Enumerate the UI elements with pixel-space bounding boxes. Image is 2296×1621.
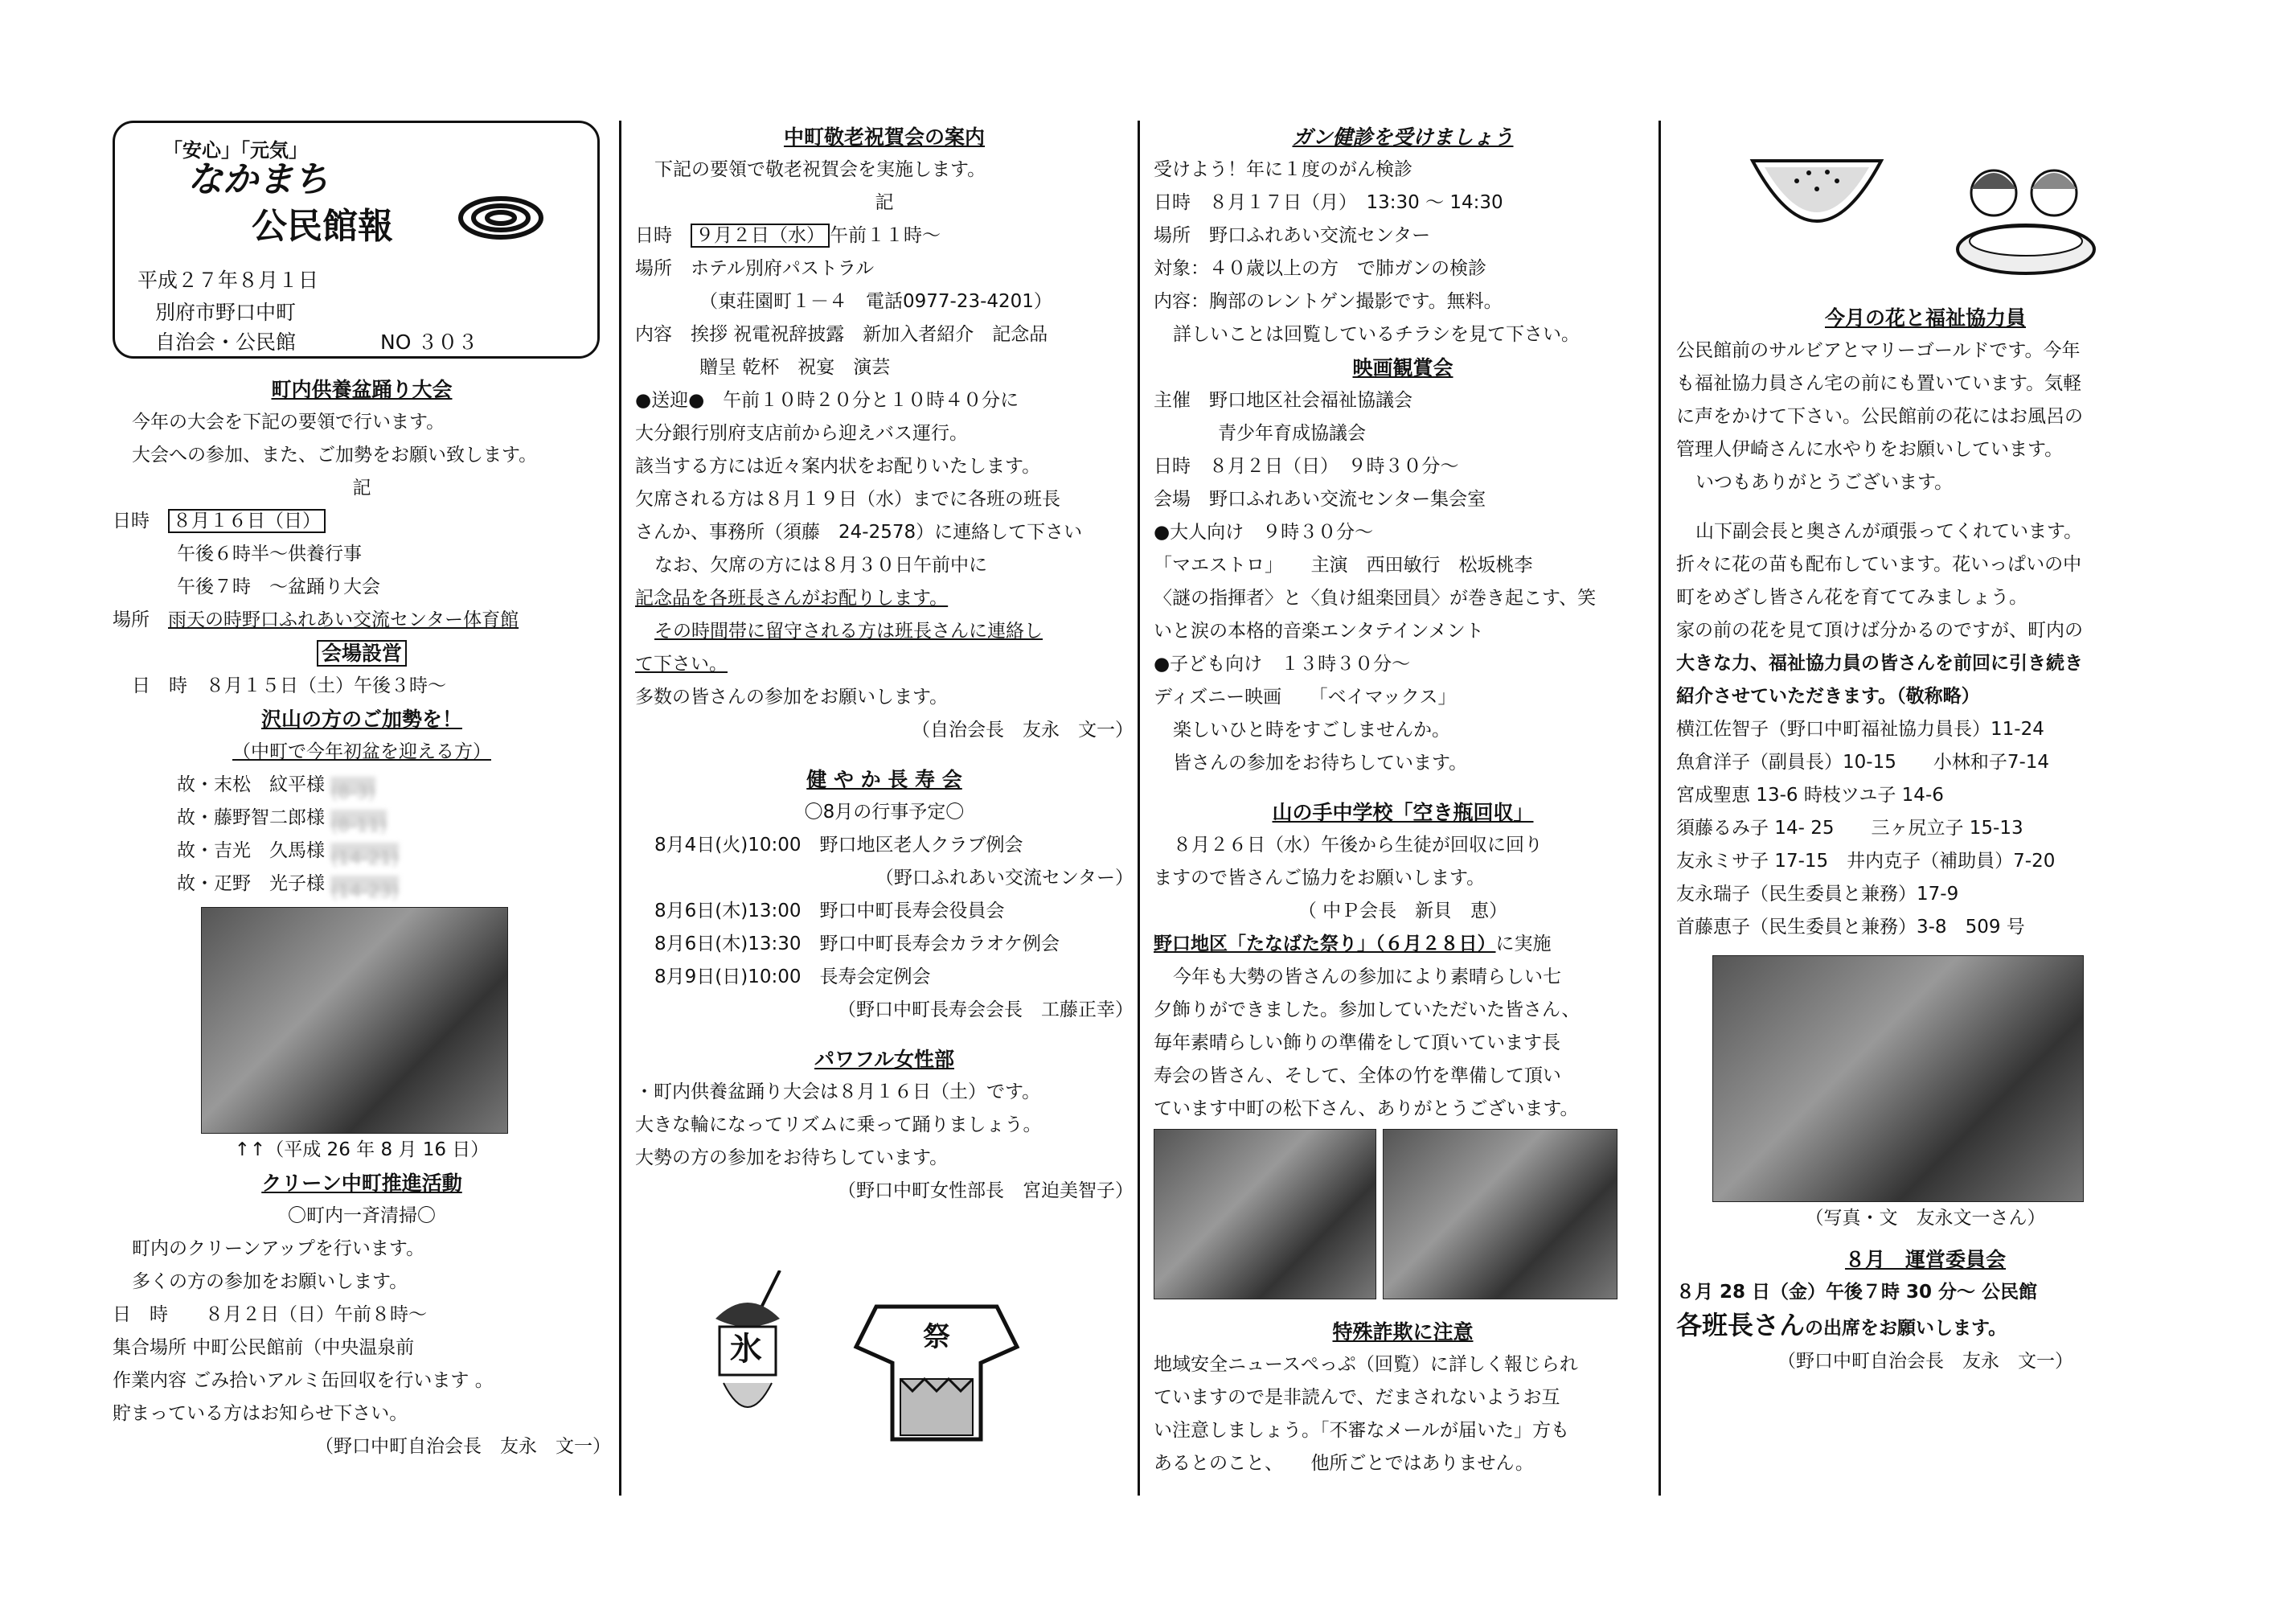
clean-date: 日 時 ８月２日（日）午前８時～ bbox=[113, 1304, 427, 1325]
meeting-text: の出席をお願いします。 bbox=[1805, 1318, 2007, 1339]
column-1 bbox=[113, 121, 611, 1463]
bottle-text: ８月２６日（水）午後から生徒が回収に回り bbox=[1173, 835, 1543, 856]
clean-work: 作業内容 ごみ拾いアルミ缶回収を行います 。 bbox=[113, 1370, 494, 1391]
place-label: 場所 bbox=[113, 609, 150, 630]
deceased-row bbox=[113, 868, 611, 901]
women-text: 大きな輪になってリズムに乗って踊りましょう。 bbox=[635, 1114, 1042, 1135]
meeting-text: ８月 28 日（金）午後７時 30 分～ 公民館 bbox=[1676, 1282, 2038, 1303]
date-label: 日時 bbox=[113, 511, 150, 531]
ki-label: 記 bbox=[352, 478, 371, 499]
column-divider bbox=[1658, 121, 1661, 1496]
movie-host: 主催 野口地区社会福祉協議会 bbox=[1154, 390, 1412, 411]
tanabata-title: 野口地区「たなばた祭り」（６月２８日） bbox=[1154, 934, 1496, 954]
flower-text: に声をかけて下さい。公民館前の花にはお風呂の bbox=[1676, 406, 2083, 427]
gan-text: 受けよう！年に１度のがん検診 bbox=[1154, 159, 1412, 180]
column-divider bbox=[619, 121, 621, 1496]
column-4 bbox=[1676, 121, 2175, 1378]
flower-text: 折々に花の苗も配布しています。花いっぱいの中 bbox=[1676, 554, 2082, 575]
choju-item: （野口ふれあい交流センター） bbox=[875, 868, 1134, 888]
keiro-text: その時間帯に留守される方は班長さんに連絡し bbox=[654, 621, 1043, 642]
women-title: パワフル女性部 bbox=[814, 1048, 954, 1071]
tanabata-photo-2 bbox=[1383, 1129, 1617, 1299]
deceased-code: (14-21) bbox=[330, 843, 399, 860]
ice-label: 氷 bbox=[730, 1331, 762, 1368]
keiro-date-row bbox=[635, 220, 1134, 252]
fraud-text: あるとのこと、 他所ごとではありません。 bbox=[1154, 1453, 1534, 1474]
choju-title: 健 や か 長 寿 会 bbox=[806, 768, 962, 791]
deceased-code: (8-11) bbox=[330, 810, 387, 827]
gan-date: 日時 ８月１７日（月） 13:30 ～ 14:30 bbox=[1154, 192, 1503, 213]
keiro-content: 内容 挨拶 祝電祝辞披露 新加入者紹介 記念品 bbox=[635, 324, 1048, 345]
issue-org: 自治会・公民館 bbox=[155, 330, 297, 354]
watermelon-icon bbox=[1749, 153, 1885, 252]
column-3 bbox=[1154, 121, 1652, 1480]
issue-date: 平成２７年８月１日 bbox=[137, 269, 319, 292]
flower-text: 大きな力、福祉協力員の皆さんを前回に引き続き bbox=[1676, 653, 2083, 674]
member-item: 友永瑞子（民生委員と兼務）17-9 bbox=[1676, 884, 1959, 905]
choju-item: 8月6日(木)13:00 野口中町長寿会役員会 bbox=[654, 901, 1005, 921]
movie-title-text: 映画観賞会 bbox=[1352, 356, 1453, 380]
clean-title: クリーン中町推進活動 bbox=[261, 1172, 462, 1195]
bon-date-row bbox=[113, 505, 611, 538]
keiro-text: 欠席される方は８月１９日（水）までに各班の班長 bbox=[635, 489, 1060, 510]
keiro-place: 場所 ホテル別府パストラル bbox=[635, 258, 875, 279]
movie-text: 皆さんの参加をお待ちしています。 bbox=[1173, 753, 1468, 774]
member-item: 友永ミサ子 17-15 井内克子（補助員）7-20 bbox=[1676, 851, 2056, 872]
movie-child: ●子ども向け １３時３０分～ bbox=[1154, 654, 1411, 675]
setup-title-text: 会場設営 bbox=[317, 640, 407, 667]
bottle-title: 山の手中学校「空き瓶回収」 bbox=[1272, 801, 1534, 824]
shaved-ice-icon bbox=[707, 1270, 788, 1431]
bon-text: 今年の大会を下記の要領で行います。 bbox=[132, 412, 445, 433]
flower-text: も福祉協力員さん宅の前にも置いています。気軽 bbox=[1676, 373, 2082, 394]
column-2 bbox=[635, 121, 1134, 1368]
setup-title bbox=[113, 637, 611, 670]
choju-item: 8月6日(木)13:30 野口中町長寿会カラオケ例会 bbox=[654, 934, 1060, 954]
bon-place-row bbox=[113, 604, 611, 637]
tanabata-text: 毎年素晴らしい飾りの準備をして頂いています長 bbox=[1154, 1032, 1560, 1053]
first-bon: （中町で今年初盆を迎える方） bbox=[232, 741, 491, 762]
flower-text: 紹介させていただきます。（敬称略） bbox=[1676, 686, 1980, 707]
flower-text: 管理人伊崎さんに水やりをお願いしています。 bbox=[1676, 439, 2064, 460]
tanabata-text: ています中町の松下さん、ありがとうございます。 bbox=[1154, 1098, 1579, 1119]
newsletter-title-2: 公民館報 bbox=[252, 206, 393, 247]
choju-item: 8月4日(火)10:00 野口地区老人クラブ例会 bbox=[654, 835, 1023, 856]
women-text: ・町内供養盆踊り大会は８月１６日（土）です。 bbox=[635, 1081, 1041, 1102]
flower-text: 山下副会長と奥さんが頑張ってくれています。 bbox=[1695, 521, 2083, 542]
keiro-address: （東荘園町１－４ 電話0977-23-4201） bbox=[699, 291, 1052, 312]
spiral-icon bbox=[457, 194, 545, 261]
movie-host: 青少年育成協議会 bbox=[1218, 423, 1366, 444]
movie-child-title: ディズニー映画 「ベイマックス」 bbox=[1154, 687, 1457, 708]
movie-date: 日時 ８月２日（日） ９時３０分～ bbox=[1154, 456, 1459, 477]
deceased-row bbox=[113, 835, 611, 868]
flower-planter-photo bbox=[1712, 955, 2084, 1202]
date-label: 日時 bbox=[635, 225, 672, 246]
deceased-code: (8-3) bbox=[330, 777, 375, 794]
fraud-text: ていますので是非読んで、だまされないようお互 bbox=[1154, 1387, 1560, 1408]
clean-subtitle: 〇町内一斉清掃〇 bbox=[288, 1205, 436, 1226]
tanabata-text: 寿会の皆さん、そして、全体の竹を準備して頂い bbox=[1154, 1065, 1561, 1086]
gan-title: ガン健診を受けましょう bbox=[1292, 125, 1514, 149]
bon-dance-photo bbox=[201, 907, 508, 1134]
bus-text: 大分銀行別府支店前から迎えバス運行。 bbox=[635, 423, 968, 444]
deceased-name: 故・吉光 久馬様 bbox=[177, 840, 325, 861]
gan-place: 場所 野口ふれあい交流センター bbox=[1154, 225, 1431, 246]
keiro-text: なお、欠席の方には８月３０日午前中に bbox=[654, 555, 987, 576]
happi-coat-icon bbox=[852, 1299, 1021, 1443]
newsletter-title-1: なかまち bbox=[187, 159, 329, 200]
tanabata-title-row bbox=[1154, 928, 1652, 961]
happi-label: 祭 bbox=[923, 1321, 950, 1353]
gan-content: 内容：胸部のレントゲン撮影です。無料。 bbox=[1154, 291, 1503, 312]
gan-text: 詳しいことは回覧しているチラシを見て下さい。 bbox=[1173, 324, 1580, 345]
bon-date: ８月１６日（日） bbox=[168, 509, 326, 533]
member-item: 魚倉洋子（副員長）10-15 小林和子7-14 bbox=[1676, 752, 2050, 773]
deceased-row bbox=[113, 769, 611, 802]
flower-text: 公民館前のサルビアとマリーゴールドです。今年 bbox=[1676, 340, 2081, 361]
gan-target: 対象：４０歳以上の方 で肺ガンの検診 bbox=[1154, 258, 1486, 279]
clean-signature: （野口中町自治会長 友永 文一） bbox=[315, 1436, 611, 1457]
setup-date: 日 時 ８月１５日（土）午後３時～ bbox=[132, 675, 446, 696]
meeting-title: ８月 運営委員会 bbox=[1844, 1248, 2006, 1271]
flower-text: 町をめざし皆さん花を育ててみましょう。 bbox=[1676, 587, 2027, 608]
keiro-text: て下さい。 bbox=[635, 654, 728, 675]
women-text: 大勢の方の参加をお待ちしています。 bbox=[635, 1147, 949, 1168]
movie-desc: いと涙の本格的音楽エンタテインメント bbox=[1154, 621, 1484, 642]
bottle-text: ますので皆さんご協力をお願いします。 bbox=[1154, 868, 1486, 888]
choju-item: 8月9日(日)10:00 長寿会定例会 bbox=[654, 966, 931, 987]
issue-number: NO ３０３ bbox=[380, 330, 478, 354]
clean-text: 多くの方の参加をお願いします。 bbox=[132, 1271, 408, 1292]
tanabata-photo-1 bbox=[1154, 1129, 1376, 1299]
bon-time: 午後７時 ～盆踊り大会 bbox=[177, 577, 380, 597]
member-item: 横江佐智子（野口中町福祉協力員長）11-24 bbox=[1676, 719, 2044, 740]
flower-title: 今月の花と福祉協力員 bbox=[1824, 306, 2026, 330]
bottle-signature: （ 中Ｐ会長 新貝 恵） bbox=[1298, 901, 1508, 921]
member-item: 須藤るみ子 14- 25 三ヶ尻立子 15-13 bbox=[1676, 818, 2023, 839]
fraud-text: 地域安全ニュースぺっぷ（回覧）に詳しく報じられ bbox=[1154, 1354, 1578, 1375]
keiro-text: 多数の皆さんの参加をお願いします。 bbox=[635, 687, 949, 708]
flower-text: 家の前の花を見て頂けば分かるのですが、町内の bbox=[1676, 620, 2083, 641]
keiro-text: 記念品を各班長さんがお配りします。 bbox=[635, 588, 949, 609]
meeting-big-text: 各班長さん bbox=[1676, 1310, 1806, 1340]
deceased-row bbox=[113, 802, 611, 835]
children-pool-icon bbox=[1950, 157, 2102, 305]
meeting-signature: （野口中町自治会長 友永 文一） bbox=[1777, 1351, 2073, 1372]
movie-title bbox=[1154, 351, 1652, 384]
member-item: 首藤恵子（民生委員と兼務）3-8 509 号 bbox=[1676, 917, 2025, 938]
movie-place: 会場 野口ふれあい交流センター集会室 bbox=[1154, 489, 1486, 510]
movie-adult-title: 「マエストロ」 主演 西田敏行 松坂桃李 bbox=[1154, 555, 1533, 576]
photo-caption: （写真・文 友永文一さん） bbox=[1805, 1208, 2046, 1229]
keiro-text: 該当する方には近々案内状をお配りいたします。 bbox=[635, 456, 1041, 477]
keiro-title: 中町敬老祝賀会の案内 bbox=[783, 125, 985, 149]
column-divider bbox=[1138, 121, 1140, 1496]
many-title: 沢山の方のご加勢を！ bbox=[260, 708, 462, 731]
meeting-row bbox=[1676, 1309, 2175, 1345]
member-item: 宮成聖恵 13-6 時枝ツユ子 14-6 bbox=[1676, 785, 1944, 806]
bon-time: 午後６時半～供養行事 bbox=[177, 544, 362, 564]
masthead bbox=[113, 121, 600, 359]
choju-subtitle: 〇8月の行事予定〇 bbox=[804, 802, 965, 823]
clean-text: 貯まっている方はお知らせ下さい。 bbox=[113, 1403, 408, 1424]
bus-text: ●送迎● 午前１０時２０分と１０時４０分に bbox=[635, 390, 1019, 411]
keiro-signature: （自治会長 友永 文一） bbox=[912, 720, 1134, 741]
tanabata-text: 今年も大勢の皆さんの参加により素晴らしい七 bbox=[1173, 966, 1561, 987]
movie-text: 楽しいひと時をすごしませんか。 bbox=[1173, 720, 1450, 741]
keiro-content: 贈呈 乾杯 祝宴 演芸 bbox=[699, 357, 891, 378]
fraud-text: い注意しましょう。「不審なメールが届いた」方も bbox=[1154, 1420, 1570, 1441]
choju-signature: （野口中町長寿会会長 工藤正幸） bbox=[838, 999, 1134, 1020]
keiro-text: さんか、事務所（須藤 24-2578）に連絡して下さい bbox=[635, 522, 1083, 543]
movie-desc: 〈謎の指揮者〉と〈負け組楽団員〉が巻き起こす、笑 bbox=[1154, 588, 1597, 609]
issue-place: 別府市野口中町 bbox=[155, 301, 297, 324]
keiro-time: 午前１１時～ bbox=[830, 225, 941, 246]
tanabata-text: 夕飾りができました。参加していただいた皆さん、 bbox=[1154, 999, 1581, 1020]
bon-text: 大会への参加、また、ご加勢をお願い致します。 bbox=[132, 445, 538, 466]
bon-title: 町内供養盆踊り大会 bbox=[271, 378, 453, 401]
slogan: 「安心」「元気」 bbox=[163, 139, 308, 162]
deceased-name: 故・末松 紋平様 bbox=[177, 774, 325, 795]
bon-place: 雨天の時野口ふれあい交流センター体育館 bbox=[168, 609, 519, 630]
tanabata-suffix: に実施 bbox=[1495, 934, 1552, 954]
flower-text: いつもありがとうございます。 bbox=[1695, 472, 1954, 493]
clean-text: 町内のクリーンアップを行います。 bbox=[132, 1238, 425, 1259]
keiro-date: ９月２日（水） bbox=[691, 224, 830, 248]
keiro-text: 下記の要領で敬老祝賀会を実施します。 bbox=[654, 159, 986, 180]
deceased-name: 故・藤野智二郎様 bbox=[177, 807, 325, 828]
ki-label: 記 bbox=[875, 192, 894, 213]
tanabata-photos bbox=[1154, 1129, 1652, 1299]
fraud-title: 特殊詐欺に注意 bbox=[1332, 1320, 1474, 1344]
women-signature: （野口中町女性部長 宮迫美智子） bbox=[838, 1180, 1134, 1201]
deceased-name: 故・疋野 光子様 bbox=[177, 873, 325, 894]
movie-adult: ●大人向け ９時３０分～ bbox=[1154, 522, 1374, 543]
clean-place: 集合場所 中町公民館前（中央温泉前 bbox=[113, 1337, 415, 1358]
deceased-code: (14-23) bbox=[330, 876, 399, 893]
photo-caption: ↑↑（平成 26 年 8 月 16 日） bbox=[234, 1139, 490, 1160]
